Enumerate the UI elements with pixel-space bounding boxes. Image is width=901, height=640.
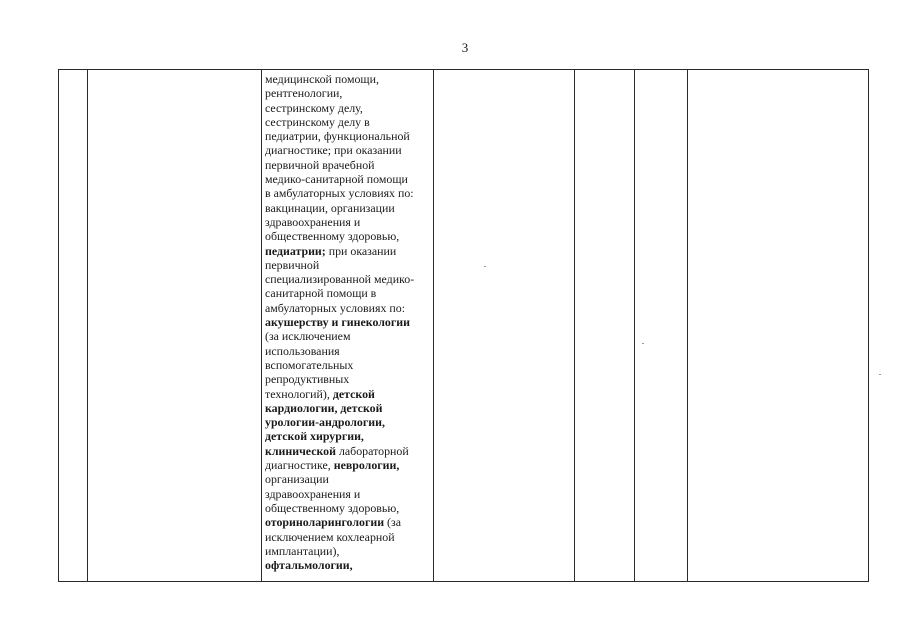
text-line — [265, 172, 430, 186]
license-table — [58, 69, 869, 582]
text-line — [265, 372, 430, 386]
text-line — [265, 515, 430, 529]
text-run: в амбулаторных условиях по: — [265, 186, 414, 201]
text-line — [265, 415, 430, 429]
table-cell-date — [575, 70, 635, 582]
text-line — [265, 558, 430, 572]
text-run: технологий), — [265, 386, 333, 401]
text-run: диагностике; при оказании — [265, 143, 402, 158]
text-run: амбулаторных условиях по: — [265, 300, 406, 315]
text-line — [265, 201, 430, 215]
text-line — [265, 315, 430, 329]
table-row — [59, 70, 869, 582]
table-cell-organization — [88, 70, 262, 582]
bold-text-run: детской — [332, 386, 375, 401]
bold-text-run: оториноларингологии — [265, 515, 385, 530]
table-cell-services — [262, 70, 434, 582]
text-run: сестринскому делу в — [265, 114, 370, 129]
text-run: вакцинации, организации — [265, 200, 395, 215]
text-line — [265, 344, 430, 358]
text-line — [265, 244, 430, 258]
bold-text-run: детской хирургии, — [265, 429, 364, 444]
text-line — [265, 86, 430, 100]
text-run: первичной — [265, 257, 320, 272]
text-line — [265, 215, 430, 229]
text-line — [265, 143, 430, 157]
text-line — [265, 501, 430, 515]
text-line — [265, 286, 430, 300]
bold-text-run: урологии-андрологии, — [265, 415, 385, 430]
text-run: (за исключением — [265, 329, 351, 344]
text-line — [265, 358, 430, 372]
text-run: медико-санитарной помощи — [265, 172, 408, 187]
text-run: сестринскому делу, — [265, 100, 363, 115]
text-line — [265, 129, 430, 143]
text-run: лабораторной — [335, 443, 409, 458]
text-line — [265, 329, 430, 343]
text-line — [265, 72, 430, 86]
text-run: здравоохранения и — [265, 214, 361, 229]
text-line — [265, 301, 430, 315]
text-run: диагностике, — [265, 458, 334, 473]
text-line — [265, 544, 430, 558]
text-run: санитарной помощи в — [265, 286, 377, 301]
bold-text-run: клинической — [265, 443, 336, 458]
bold-text-run: педиатрии; — [265, 243, 326, 258]
text-line — [265, 229, 430, 243]
text-line — [265, 472, 430, 486]
text-run: специализированной медико- — [265, 272, 415, 287]
text-run: здравоохранения и — [265, 486, 361, 501]
table-cell-notes — [688, 70, 869, 582]
bold-text-run: офтальмологии, — [265, 558, 353, 573]
text-run: использования — [265, 343, 340, 358]
text-line — [265, 487, 430, 501]
text-line — [265, 444, 430, 458]
text-run: медицинской помощи, — [265, 72, 379, 86]
text-line — [265, 186, 430, 200]
text-run: педиатрии, функциональной — [265, 129, 410, 144]
text-run: исключением кохлеарной — [265, 529, 395, 544]
text-line — [265, 387, 430, 401]
bold-text-run: кардиологии, детской — [265, 400, 383, 415]
page-number: 3 — [461, 40, 469, 55]
table-cell-number — [59, 70, 88, 582]
bold-text-run: неврологии, — [333, 458, 400, 473]
text-line — [265, 429, 430, 443]
table-cell-address — [434, 70, 575, 582]
text-line — [265, 115, 430, 129]
table-cell-status — [635, 70, 688, 582]
text-run: (за — [384, 515, 401, 530]
text-run: при оказании — [325, 243, 397, 258]
text-line — [265, 101, 430, 115]
text-run: имплантации), — [265, 543, 340, 558]
bold-text-run: акушерству и гинекологии — [265, 315, 410, 330]
text-line — [265, 401, 430, 415]
services-text — [265, 72, 430, 572]
scan-speck — [642, 343, 644, 344]
text-line — [265, 158, 430, 172]
scan-speck — [879, 374, 881, 375]
text-run: репродуктивных — [265, 372, 350, 387]
text-run: общественному здоровью, — [265, 500, 400, 515]
text-line — [265, 458, 430, 472]
text-run: первичной врачебной — [265, 157, 375, 172]
text-run: общественному здоровью, — [265, 229, 400, 244]
text-line — [265, 530, 430, 544]
scan-speck — [484, 266, 486, 267]
text-run: вспомогательных — [265, 357, 354, 372]
text-line — [265, 272, 430, 286]
text-line — [265, 258, 430, 272]
text-run: организации — [265, 472, 329, 487]
text-run: рентгенологии, — [265, 86, 343, 101]
